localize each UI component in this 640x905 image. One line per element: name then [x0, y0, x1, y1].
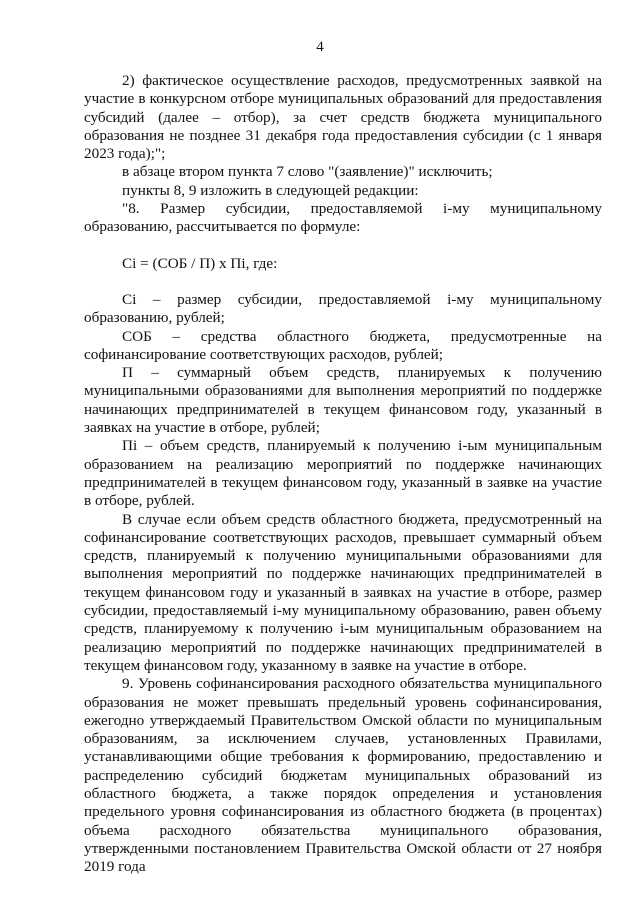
paragraph-excess-case: В случае если объем средств областного бюджета, предусмотренный на софинансирование соответствующих расходов, превышает суммарный объем средств, планируемый к получению муниципальными образованиями для выполнения мероприятий по поддержке начинающих предпринимателей в текущем финансовом году и указанный в заявках на участие в отборе, размер субсидии, предоставляемый i-му муниципальному образованию, равен объему средств, планируемому к получению i-ым муниципальным образованием на реализацию мероприятий по поддержке начинающих предпринимателей в текущем финансовом году, указанному в заявке на участие в отборе.	[84, 510, 602, 674]
paragraph-point-9: 9. Уровень софинансирования расходного обязательства муниципального образования не может превышать предельный уровень софинансирования, ежегодно утверждаемый Правительством Омской области по муниципальным образованиям, за исключением случаев, установленных Правилами, устанавливающими общие требования к формированию, предоставлению и распределению субсидий бюджетам муниципальных образований из областного бюджета, а также порядок определения и установления предельного уровня софинансирования из областного бюджета (в процентах) объема расходного обязательства муниципального образования, утвержденными постановлением Правительства Омской области от 27 ноября 2019 года	[84, 675, 602, 876]
paragraph-item-2: 2) фактическое осуществление расходов, предусмотренных заявкой на участие в конкурсном отборе муниципальных образований для предоставления субсидий (далее – отбор), за счет средств бюджета муниципального образования не позднее 31 декабря года предоставления субсидии (с 1 января 2023 года);";	[84, 72, 602, 163]
page-number: 4	[316, 39, 324, 55]
paragraph-remove-word: в абзаце втором пункта 7 слово "(заявление)" исключить;	[122, 163, 493, 181]
formula: Ci = (СОБ / П) х Пi, где:	[122, 254, 278, 272]
paragraph-point-8: "8. Размер субсидии, предоставляемой i-му муниципальному образованию, рассчитывается по формуле:	[84, 200, 602, 236]
paragraph-new-wording: пункты 8, 9 изложить в следующей редакции:	[122, 181, 419, 199]
definition-pi: Пi – объем средств, планируемый к получению i-ым муниципальным образованием на реализацию мероприятий по поддержке начинающих предпринимателей в текущем финансовом году, указанный в заявке на участие в отборе, рублей.	[84, 437, 602, 510]
definition-sob: СОБ – средства областного бюджета, предусмотренные на софинансирование соответствующих расходов, рублей;	[84, 327, 602, 363]
document-body	[84, 72, 602, 876]
definition-ci: Ci – размер субсидии, предоставляемой i-му муниципальному образованию, рублей;	[84, 290, 602, 327]
definition-p: П – суммарный объем средств, планируемых к получению муниципальными образованиями для выполнения мероприятий по поддержке начинающих предпринимателей в текущем финансовом году, указанный в заявках на участие в отборе, рублей;	[84, 364, 602, 437]
